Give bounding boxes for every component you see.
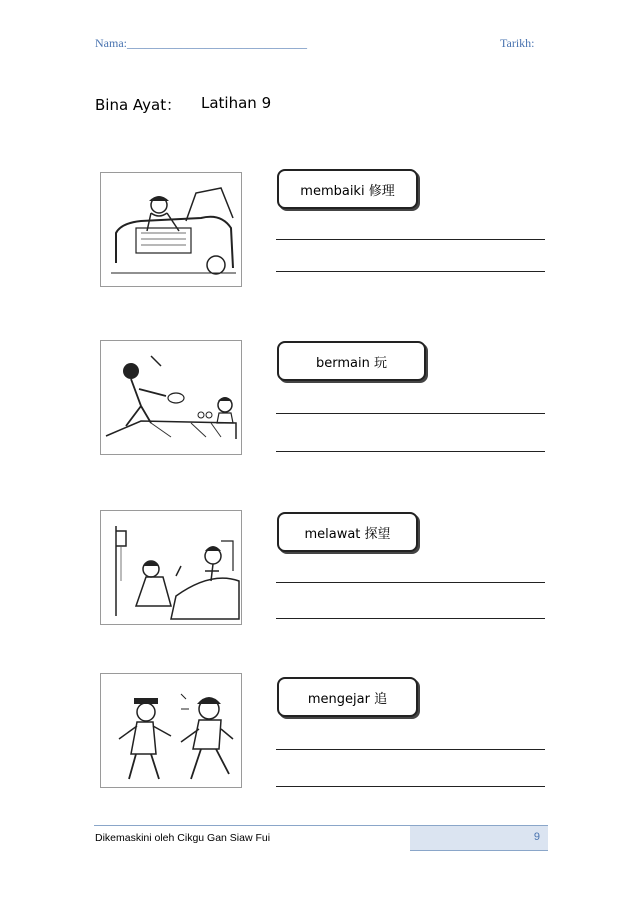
- hospital-visit-icon: [101, 511, 241, 624]
- answer-line[interactable]: [276, 582, 545, 583]
- children-playing-icon: [101, 341, 241, 454]
- picture-mechanic: [100, 172, 242, 287]
- page-number: 9: [533, 831, 540, 843]
- page-number-box: [410, 826, 548, 851]
- answer-line[interactable]: [276, 271, 545, 272]
- word-box-2: bermain 玩: [277, 341, 426, 381]
- answer-line[interactable]: [276, 786, 545, 787]
- word-box-1: membaiki 修理: [277, 169, 418, 209]
- footer-credit: Dikemaskini oleh Cikgu Gan Siaw Fui: [95, 832, 271, 844]
- picture-chase: [100, 673, 242, 788]
- police-chasing-icon: [101, 674, 241, 787]
- picture-visit: [100, 510, 242, 625]
- answer-line[interactable]: [276, 451, 545, 452]
- word-box-3: melawat 探望: [277, 512, 418, 552]
- answer-line[interactable]: [276, 618, 545, 619]
- word-box-4: mengejar 追: [277, 677, 418, 717]
- exercise-title: Latihan 9: [201, 94, 272, 112]
- page-title: Bina Ayat：: [95, 96, 182, 114]
- answer-line[interactable]: [276, 749, 545, 750]
- mechanic-repairing-car-icon: [101, 173, 241, 286]
- answer-line[interactable]: [276, 413, 545, 414]
- picture-playing: [100, 340, 242, 455]
- answer-line[interactable]: [276, 239, 545, 240]
- name-field-label: Nama:______________________________: [95, 36, 307, 50]
- date-field-label: Tarikh:: [500, 36, 535, 50]
